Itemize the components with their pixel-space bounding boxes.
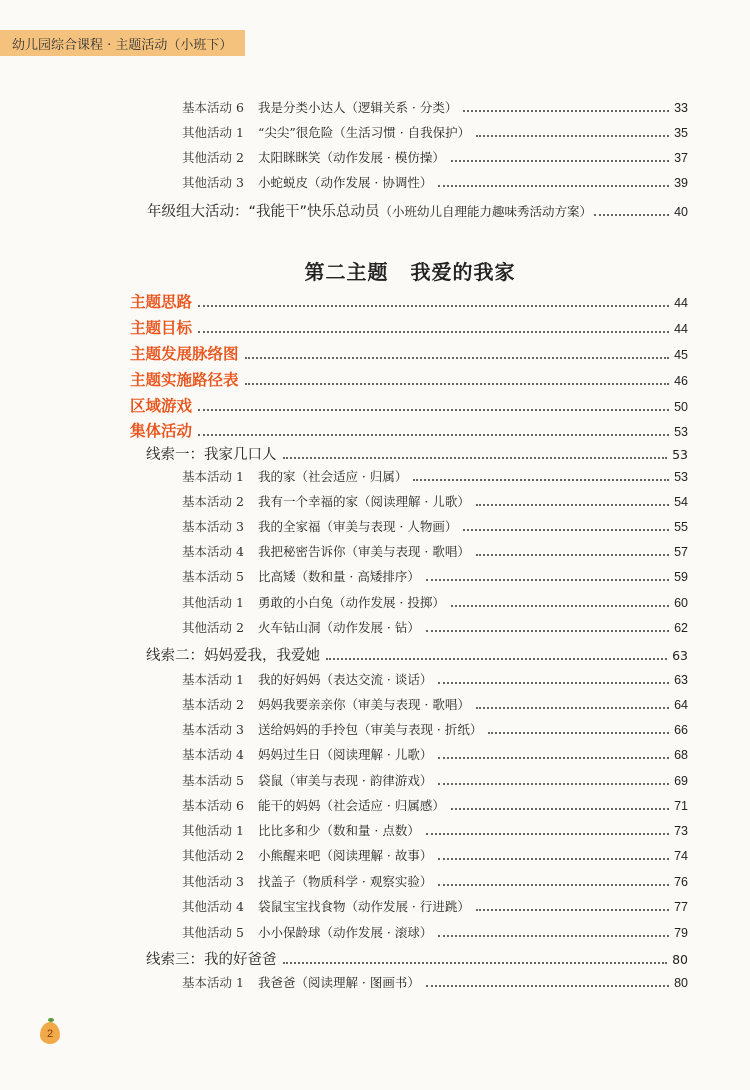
entry-title: 我的好妈妈（表达交流 · 谈话） [257, 672, 433, 687]
section-title: 主题发展脉络图 [130, 345, 239, 363]
section-entry[interactable] [130, 368, 688, 394]
entry-label: 其他活动 1 [182, 823, 244, 838]
toc-entry[interactable] [182, 542, 688, 566]
entry-page: 80 [674, 976, 688, 990]
section-entry[interactable] [130, 419, 688, 445]
section-title: 区域游戏 [130, 397, 193, 415]
entry-page: 37 [674, 151, 688, 165]
entry-title: 火车钻山洞（动作发展 · 钻） [257, 620, 420, 635]
entry-label: 其他活动 4 [182, 899, 244, 914]
toc-entry[interactable] [182, 148, 688, 172]
leader-dots [463, 110, 669, 112]
leader-dots [198, 409, 669, 411]
leader-dots [413, 479, 669, 481]
entry-page: 64 [674, 698, 688, 712]
toc-entry[interactable] [182, 98, 688, 122]
entry-page: 80 [672, 952, 688, 967]
leader-dots [476, 554, 669, 556]
toc-entry[interactable] [182, 695, 688, 719]
section-title: 主题实施路径表 [130, 371, 239, 389]
toc-entry[interactable] [182, 872, 688, 896]
clue-entry[interactable] [146, 644, 688, 668]
toc-entry[interactable] [182, 567, 688, 591]
leader-dots [476, 707, 669, 709]
leader-dots [438, 783, 669, 785]
toc-entry[interactable] [182, 593, 688, 617]
entry-title: 比比多和少（数和量 · 点数） [257, 823, 420, 838]
entry-title: 我爸爸（阅读理解 · 图画书） [257, 975, 420, 990]
clue-entry[interactable] [146, 443, 688, 467]
entry-title: 我的全家福（审美与表现 · 人物画） [257, 519, 458, 534]
entry-page: 59 [674, 570, 688, 584]
section-title: 集体活动 [130, 422, 193, 440]
entry-title: 送给妈妈的手拎包（审美与表现 · 折纸） [257, 722, 483, 737]
toc-entry[interactable] [182, 821, 688, 845]
entry-title: 小蛇蜕皮（动作发展 · 协调性） [257, 175, 433, 190]
entry-page: 57 [674, 545, 688, 559]
toc-entry[interactable] [182, 745, 688, 769]
toc-entry[interactable] [182, 492, 688, 516]
leader-dots [426, 579, 669, 581]
leader-dots [594, 214, 669, 216]
toc-entry[interactable] [182, 720, 688, 744]
entry-title: 小小保龄球（动作发展 · 滚球） [257, 925, 433, 940]
toc-entry[interactable] [182, 796, 688, 820]
leader-dots [198, 331, 669, 333]
leaf-icon [48, 1018, 54, 1022]
entry-page: 55 [674, 520, 688, 534]
chapter-name: 我爱的我家 [410, 260, 516, 284]
entry-page: 53 [674, 470, 688, 484]
entry-page: 45 [674, 348, 688, 362]
section-entry[interactable] [130, 316, 688, 342]
leader-dots [426, 985, 669, 987]
leader-dots [476, 504, 669, 506]
entry-title: 我有一个幸福的家（阅读理解 · 儿歌） [257, 494, 470, 509]
entry-label: 基本活动 4 [182, 747, 244, 762]
entry-page: 68 [674, 748, 688, 762]
entry-page: 40 [674, 205, 688, 219]
toc-entry[interactable] [182, 123, 688, 147]
entry-title: 比高矮（数和量 · 高矮排序） [257, 569, 420, 584]
entry-label: 其他活动 2 [182, 848, 244, 863]
entry-label: 基本活动 2 [182, 494, 244, 509]
leader-dots [451, 160, 669, 162]
entry-label: 基本活动 1 [182, 975, 244, 990]
toc-entry[interactable] [182, 467, 688, 491]
entry-title: 我是分类小达人（逻辑关系 · 分类） [257, 100, 458, 115]
leader-dots [198, 305, 669, 307]
entry-title: “尖尖”很危险（生活习惯 · 自我保护） [257, 125, 471, 140]
entry-page: 76 [674, 875, 688, 889]
entry-page: 53 [674, 425, 688, 439]
entry-title: 能干的妈妈（社会适应 · 归属感） [257, 798, 445, 813]
entry-label: 基本活动 5 [182, 773, 244, 788]
entry-title: 妈妈我要亲亲你（审美与表现 · 歌唱） [257, 697, 470, 712]
entry-label: 其他活动 5 [182, 925, 244, 940]
entry-title: 我把秘密告诉你（审美与表现 · 歌唱） [257, 544, 470, 559]
entry-page: 71 [674, 799, 688, 813]
entry-title: 勇敢的小白兔（动作发展 · 投掷） [257, 595, 445, 610]
entry-page: 50 [674, 400, 688, 414]
section-entry[interactable] [130, 342, 688, 368]
entry-label: 基本活动 1 [182, 672, 244, 687]
leader-dots [451, 605, 669, 607]
leader-dots [426, 630, 669, 632]
leader-dots [463, 529, 669, 531]
toc-entry[interactable] [182, 173, 688, 197]
leader-dots [438, 935, 669, 937]
entry-title: 找盖子（物质科学 · 观察实验） [257, 874, 433, 889]
grade-activity-entry[interactable] [147, 200, 688, 224]
clue-entry[interactable] [146, 948, 688, 972]
leader-dots [476, 909, 669, 911]
page-number: 2 [46, 1028, 54, 1040]
entry-title: 我的家（社会适应 · 归属） [257, 469, 408, 484]
leader-dots [476, 135, 669, 137]
entry-label: 基本活动 3 [182, 519, 244, 534]
entry-label: 其他活动 3 [182, 874, 244, 889]
toc-entry[interactable] [182, 846, 688, 870]
toc-entry[interactable] [182, 670, 688, 694]
entry-page: 69 [674, 774, 688, 788]
clue-title: 线索三：我的好爸爸 [146, 952, 277, 968]
entry-page: 79 [674, 926, 688, 940]
leader-dots [426, 833, 669, 835]
entry-page: 74 [674, 849, 688, 863]
entry-page: 60 [674, 596, 688, 610]
entry-label: 基本活动 4 [182, 544, 244, 559]
leader-dots [438, 884, 669, 886]
entry-label: 基本活动 6 [182, 100, 244, 115]
entry-label: 其他活动 1 [182, 595, 244, 610]
leader-dots [488, 732, 669, 734]
entry-title: 袋鼠宝宝找食物（动作发展 · 行进跳） [257, 899, 470, 914]
entry-label: 基本活动 5 [182, 569, 244, 584]
grade-activity-title: 年级组大活动：“我能干”快乐总动员 [147, 204, 380, 220]
section-entry[interactable] [130, 290, 688, 316]
grade-activity-subtitle: （小班幼儿自理能力趣味秀活动方案） [379, 204, 593, 219]
entry-label: 其他活动 2 [182, 150, 244, 165]
toc-entry[interactable] [182, 897, 688, 921]
entry-page: 77 [674, 900, 688, 914]
entry-page: 54 [674, 495, 688, 509]
toc-entry[interactable] [182, 973, 688, 997]
entry-page: 46 [674, 374, 688, 388]
leader-dots [438, 185, 669, 187]
entry-label: 其他活动 3 [182, 175, 244, 190]
entry-label: 基本活动 3 [182, 722, 244, 737]
entry-page: 73 [674, 824, 688, 838]
chapter-number: 第二主题 [304, 260, 389, 284]
leader-dots [245, 383, 670, 385]
clue-title: 线索一：我家几口人 [146, 447, 277, 463]
entry-title: 小熊醒来吧（阅读理解 · 故事） [257, 848, 433, 863]
toc-entry[interactable] [182, 618, 688, 642]
page-number-badge [40, 1022, 60, 1044]
entry-title: 袋鼠（审美与表现 · 韵律游戏） [257, 773, 433, 788]
entry-label: 基本活动 6 [182, 798, 244, 813]
entry-page: 62 [674, 621, 688, 635]
leader-dots [451, 808, 669, 810]
entry-page: 39 [674, 176, 688, 190]
section-entry[interactable] [130, 394, 688, 420]
entry-title: 妈妈过生日（阅读理解 · 儿歌） [257, 747, 433, 762]
leader-dots [326, 658, 667, 660]
leader-dots [198, 434, 669, 436]
section-title: 主题思路 [130, 293, 193, 311]
entry-page: 66 [674, 723, 688, 737]
section-title: 主题目标 [130, 319, 193, 337]
book-title: 幼儿园综合课程 · 主题活动（小班下） [12, 38, 233, 53]
entry-page: 44 [674, 322, 688, 336]
entry-page: 53 [672, 447, 688, 462]
leader-dots [438, 682, 669, 684]
toc-entry[interactable] [182, 923, 688, 947]
entry-label: 其他活动 2 [182, 620, 244, 635]
toc-entry[interactable] [182, 517, 688, 541]
clue-title: 线索二：妈妈爱我，我爱她 [146, 648, 320, 664]
leader-dots [283, 962, 668, 964]
entry-page: 44 [674, 296, 688, 310]
toc-entry[interactable] [182, 771, 688, 795]
chapter-heading [0, 256, 750, 285]
entry-label: 基本活动 1 [182, 469, 244, 484]
leader-dots [283, 457, 668, 459]
entry-label: 其他活动 1 [182, 125, 244, 140]
entry-page: 35 [674, 126, 688, 140]
leader-dots [245, 357, 670, 359]
entry-page: 63 [674, 673, 688, 687]
leader-dots [438, 858, 669, 860]
entry-label: 基本活动 2 [182, 697, 244, 712]
entry-page: 33 [674, 101, 688, 115]
entry-title: 太阳眯眯笑（动作发展 · 模仿操） [257, 150, 445, 165]
entry-page: 63 [672, 648, 688, 663]
leader-dots [438, 757, 669, 759]
